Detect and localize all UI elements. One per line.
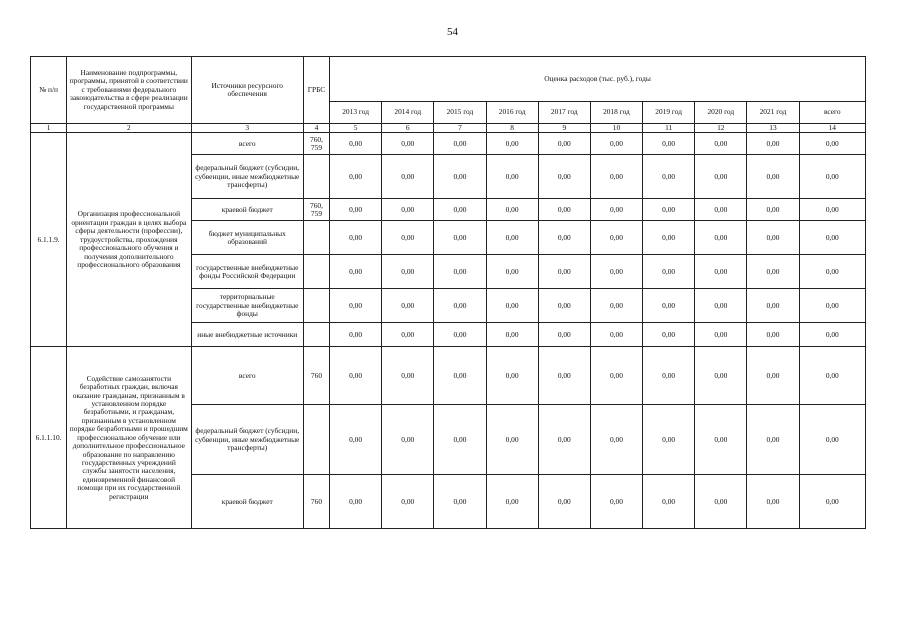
funding-source: всего bbox=[191, 133, 303, 155]
year-value: 0,00 bbox=[643, 199, 695, 221]
year-value: 0,00 bbox=[643, 255, 695, 289]
year-value: 0,00 bbox=[486, 255, 538, 289]
year-value: 0,00 bbox=[538, 405, 590, 475]
page-number: 54 bbox=[447, 26, 458, 38]
year-value: 0,00 bbox=[330, 255, 382, 289]
header-year: 2017 год bbox=[538, 102, 590, 124]
funding-source: бюджет муниципальных образований bbox=[191, 221, 303, 255]
year-value: 0,00 bbox=[643, 405, 695, 475]
year-value: 0,00 bbox=[747, 221, 799, 255]
year-value: 0,00 bbox=[382, 155, 434, 199]
year-value: 0,00 bbox=[486, 155, 538, 199]
column-number: 12 bbox=[695, 124, 747, 133]
year-value: 0,00 bbox=[434, 475, 486, 529]
year-value: 0,00 bbox=[747, 199, 799, 221]
year-value: 0,00 bbox=[590, 347, 642, 405]
year-value: 0,00 bbox=[747, 255, 799, 289]
funding-source: иные внебюджетные источники bbox=[191, 323, 303, 347]
year-value: 0,00 bbox=[590, 221, 642, 255]
total-value: 0,00 bbox=[799, 323, 865, 347]
header-year: 2014 год bbox=[382, 102, 434, 124]
year-value: 0,00 bbox=[538, 255, 590, 289]
year-value: 0,00 bbox=[434, 155, 486, 199]
year-value: 0,00 bbox=[695, 323, 747, 347]
year-value: 0,00 bbox=[643, 221, 695, 255]
year-value: 0,00 bbox=[382, 221, 434, 255]
funding-source: краевой бюджет bbox=[191, 199, 303, 221]
year-value: 0,00 bbox=[747, 133, 799, 155]
total-value: 0,00 bbox=[799, 347, 865, 405]
year-value: 0,00 bbox=[486, 475, 538, 529]
funding-source: государственные внебюджетные фонды Российской Федерации bbox=[191, 255, 303, 289]
total-value: 0,00 bbox=[799, 475, 865, 529]
grbs-code: 760, 759 bbox=[303, 133, 329, 155]
year-value: 0,00 bbox=[486, 405, 538, 475]
grbs-code bbox=[303, 221, 329, 255]
year-value: 0,00 bbox=[747, 405, 799, 475]
header-year: 2020 год bbox=[695, 102, 747, 124]
table-body bbox=[31, 133, 866, 529]
year-value: 0,00 bbox=[434, 323, 486, 347]
year-value: 0,00 bbox=[590, 255, 642, 289]
year-value: 0,00 bbox=[590, 289, 642, 323]
column-number: 1 bbox=[31, 124, 67, 133]
year-value: 0,00 bbox=[747, 155, 799, 199]
year-value: 0,00 bbox=[590, 133, 642, 155]
year-value: 0,00 bbox=[382, 347, 434, 405]
column-number: 6 bbox=[382, 124, 434, 133]
year-value: 0,00 bbox=[538, 347, 590, 405]
year-value: 0,00 bbox=[330, 405, 382, 475]
year-value: 0,00 bbox=[695, 133, 747, 155]
year-value: 0,00 bbox=[538, 155, 590, 199]
year-value: 0,00 bbox=[486, 323, 538, 347]
year-value: 0,00 bbox=[330, 133, 382, 155]
year-value: 0,00 bbox=[643, 323, 695, 347]
expense-table bbox=[30, 56, 866, 529]
funding-source: федеральный бюджет (субсидии, субвенции, иные межбюджетные трансферты) bbox=[191, 405, 303, 475]
year-value: 0,00 bbox=[538, 133, 590, 155]
year-value: 0,00 bbox=[747, 289, 799, 323]
funding-source: всего bbox=[191, 347, 303, 405]
year-value: 0,00 bbox=[330, 199, 382, 221]
year-value: 0,00 bbox=[434, 405, 486, 475]
grbs-code bbox=[303, 323, 329, 347]
year-value: 0,00 bbox=[695, 475, 747, 529]
year-value: 0,00 bbox=[695, 221, 747, 255]
funding-source: территориальные государственные внебюджетные фонды bbox=[191, 289, 303, 323]
year-value: 0,00 bbox=[590, 405, 642, 475]
column-number: 2 bbox=[67, 124, 191, 133]
column-number: 9 bbox=[538, 124, 590, 133]
header-year: 2019 год bbox=[643, 102, 695, 124]
section-code: 6.1.1.9. bbox=[31, 133, 67, 347]
total-value: 0,00 bbox=[799, 289, 865, 323]
column-number: 8 bbox=[486, 124, 538, 133]
year-value: 0,00 bbox=[330, 475, 382, 529]
header-num: № п/п bbox=[31, 57, 67, 124]
year-value: 0,00 bbox=[486, 199, 538, 221]
total-value: 0,00 bbox=[799, 133, 865, 155]
year-value: 0,00 bbox=[382, 405, 434, 475]
header-estimate: Оценка расходов (тыс. руб.), годы bbox=[330, 57, 866, 102]
year-value: 0,00 bbox=[330, 347, 382, 405]
table-row bbox=[31, 133, 866, 155]
header-name: Наименование подпрограммы, программы, принятой в соответствии с требованиями федерального законодательства в сфере реализации государственной программы bbox=[67, 57, 191, 124]
year-value: 0,00 bbox=[538, 475, 590, 529]
year-value: 0,00 bbox=[382, 199, 434, 221]
year-value: 0,00 bbox=[590, 199, 642, 221]
year-value: 0,00 bbox=[434, 199, 486, 221]
column-number: 10 bbox=[590, 124, 642, 133]
funding-source: федеральный бюджет (субсидии, субвенции, иные межбюджетные трансферты) bbox=[191, 155, 303, 199]
year-value: 0,00 bbox=[590, 323, 642, 347]
column-number: 4 bbox=[303, 124, 329, 133]
year-value: 0,00 bbox=[695, 155, 747, 199]
year-value: 0,00 bbox=[486, 221, 538, 255]
year-value: 0,00 bbox=[382, 475, 434, 529]
year-value: 0,00 bbox=[538, 199, 590, 221]
year-value: 0,00 bbox=[486, 133, 538, 155]
grbs-code bbox=[303, 289, 329, 323]
year-value: 0,00 bbox=[695, 289, 747, 323]
grbs-code: 760 bbox=[303, 475, 329, 529]
year-value: 0,00 bbox=[434, 255, 486, 289]
section-name: Организация профессиональной ориентации граждан в целях выбора сферы деятельности (профессии), трудоустройства, прохождения профессионального обучения и получения дополнительного профессионального образования bbox=[67, 133, 191, 347]
section-name: Содействие самозанятости безработных граждан, включая оказание гражданам, признанным в установленном порядке безработными, и гражданам, признанным в установленном порядке безработными и прошедшим профессиональное обучение или дополнительное профессиональное образование по направлению государственных учреждений службы занятости населения, единовременной финансовой помощи при их государственной регистрации bbox=[67, 347, 191, 529]
year-value: 0,00 bbox=[330, 323, 382, 347]
header-year: 2015 год bbox=[434, 102, 486, 124]
header-total: всего bbox=[799, 102, 865, 124]
column-number: 3 bbox=[191, 124, 303, 133]
year-value: 0,00 bbox=[486, 347, 538, 405]
year-value: 0,00 bbox=[434, 221, 486, 255]
header-year: 2013 год bbox=[330, 102, 382, 124]
year-value: 0,00 bbox=[695, 405, 747, 475]
total-value: 0,00 bbox=[799, 255, 865, 289]
column-number: 11 bbox=[643, 124, 695, 133]
year-value: 0,00 bbox=[434, 289, 486, 323]
year-value: 0,00 bbox=[538, 289, 590, 323]
column-number: 13 bbox=[747, 124, 799, 133]
grbs-code bbox=[303, 155, 329, 199]
year-value: 0,00 bbox=[695, 347, 747, 405]
total-value: 0,00 bbox=[799, 221, 865, 255]
total-value: 0,00 bbox=[799, 405, 865, 475]
year-value: 0,00 bbox=[643, 289, 695, 323]
column-number: 5 bbox=[330, 124, 382, 133]
grbs-code bbox=[303, 255, 329, 289]
year-value: 0,00 bbox=[330, 289, 382, 323]
year-value: 0,00 bbox=[643, 133, 695, 155]
year-value: 0,00 bbox=[643, 475, 695, 529]
year-value: 0,00 bbox=[330, 221, 382, 255]
year-value: 0,00 bbox=[695, 255, 747, 289]
header-year: 2018 год bbox=[590, 102, 642, 124]
section-code: 6.1.1.10. bbox=[31, 347, 67, 529]
grbs-code: 760, 759 bbox=[303, 199, 329, 221]
year-value: 0,00 bbox=[643, 347, 695, 405]
year-value: 0,00 bbox=[538, 323, 590, 347]
year-value: 0,00 bbox=[434, 347, 486, 405]
header-source: Источники ресурсного обеспечения bbox=[191, 57, 303, 124]
year-value: 0,00 bbox=[330, 155, 382, 199]
year-value: 0,00 bbox=[747, 475, 799, 529]
year-value: 0,00 bbox=[382, 255, 434, 289]
table-row bbox=[31, 347, 866, 405]
column-number: 7 bbox=[434, 124, 486, 133]
year-value: 0,00 bbox=[382, 133, 434, 155]
year-value: 0,00 bbox=[747, 347, 799, 405]
total-value: 0,00 bbox=[799, 155, 865, 199]
column-number: 14 bbox=[799, 124, 865, 133]
year-value: 0,00 bbox=[695, 199, 747, 221]
year-value: 0,00 bbox=[434, 133, 486, 155]
year-value: 0,00 bbox=[643, 155, 695, 199]
year-value: 0,00 bbox=[382, 323, 434, 347]
year-value: 0,00 bbox=[382, 289, 434, 323]
year-value: 0,00 bbox=[538, 221, 590, 255]
header-grbs: ГРБС bbox=[303, 57, 329, 124]
grbs-code bbox=[303, 405, 329, 475]
total-value: 0,00 bbox=[799, 199, 865, 221]
year-value: 0,00 bbox=[747, 323, 799, 347]
year-value: 0,00 bbox=[590, 155, 642, 199]
year-value: 0,00 bbox=[590, 475, 642, 529]
grbs-code: 760 bbox=[303, 347, 329, 405]
header-year: 2016 год bbox=[486, 102, 538, 124]
header-year: 2021 год bbox=[747, 102, 799, 124]
year-value: 0,00 bbox=[486, 289, 538, 323]
funding-source: краевой бюджет bbox=[191, 475, 303, 529]
